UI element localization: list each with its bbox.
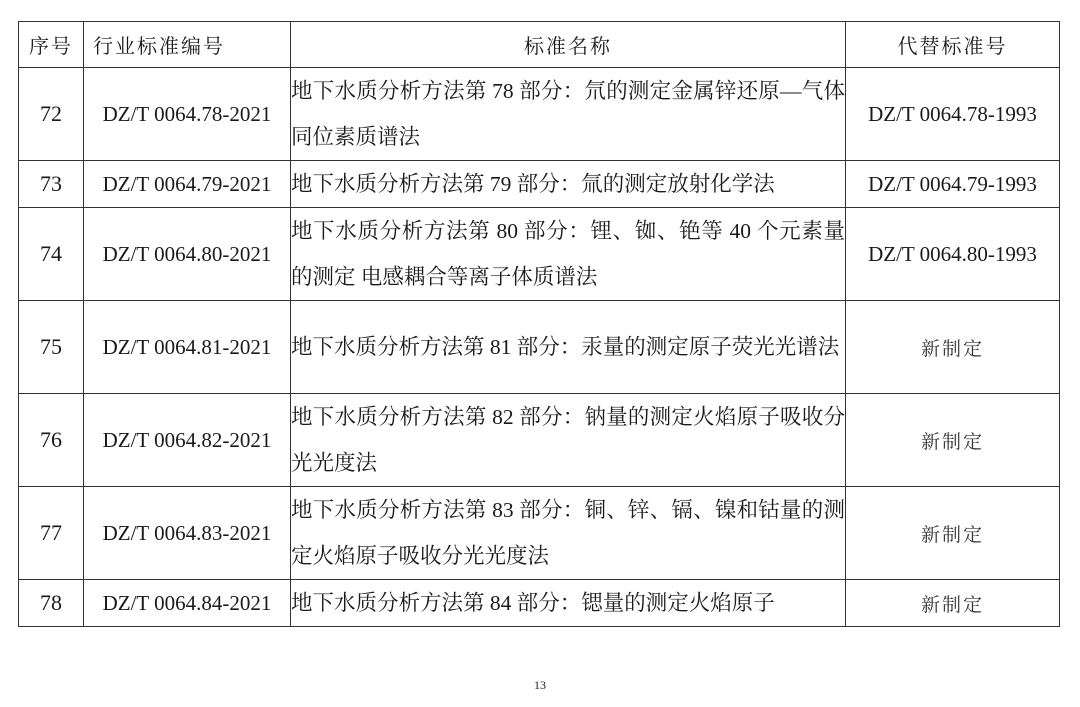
row-number: 72 bbox=[19, 68, 84, 161]
table-row bbox=[19, 161, 1060, 208]
table-row bbox=[19, 68, 1060, 161]
row-number: 78 bbox=[19, 580, 84, 627]
standard-code: DZ/T 0064.84-2021 bbox=[84, 580, 291, 627]
standard-name: 地下水质分析方法第 79 部分：氚的测定放射化学法 bbox=[291, 161, 846, 208]
table-row bbox=[19, 301, 1060, 394]
replaced-standard: 新制定 bbox=[846, 487, 1060, 580]
replaced-standard: 新制定 bbox=[846, 580, 1060, 627]
header-industry-standard-number: 行业标准编号 bbox=[84, 22, 291, 68]
standard-code: DZ/T 0064.81-2021 bbox=[84, 301, 291, 394]
row-number: 75 bbox=[19, 301, 84, 394]
replaced-standard: 新制定 bbox=[846, 394, 1060, 487]
table-row bbox=[19, 208, 1060, 301]
standard-name: 地下水质分析方法第 80 部分：锂、铷、铯等 40 个元素量的测定 电感耦合等离子体质谱法 bbox=[291, 208, 846, 301]
replaced-standard: DZ/T 0064.78-1993 bbox=[846, 68, 1060, 161]
table-row bbox=[19, 580, 1060, 627]
row-number: 76 bbox=[19, 394, 84, 487]
standard-name: 地下水质分析方法第 81 部分：汞量的测定原子荧光光谱法 bbox=[291, 301, 846, 394]
standard-name: 地下水质分析方法第 82 部分：钠量的测定火焰原子吸收分光光度法 bbox=[291, 394, 846, 487]
row-number: 74 bbox=[19, 208, 84, 301]
standard-code: DZ/T 0064.80-2021 bbox=[84, 208, 291, 301]
standard-code: DZ/T 0064.78-2021 bbox=[84, 68, 291, 161]
replaced-standard: 新制定 bbox=[846, 301, 1060, 394]
table-row bbox=[19, 487, 1060, 580]
row-number: 77 bbox=[19, 487, 84, 580]
standards-table bbox=[18, 21, 1060, 627]
replaced-standard: DZ/T 0064.79-1993 bbox=[846, 161, 1060, 208]
standard-name: 地下水质分析方法第 84 部分：锶量的测定火焰原子 bbox=[291, 580, 846, 627]
header-serial-number: 序号 bbox=[19, 22, 84, 68]
standard-name: 地下水质分析方法第 78 部分：氘的测定金属锌还原—气体同位素质谱法 bbox=[291, 68, 846, 161]
standard-code: DZ/T 0064.83-2021 bbox=[84, 487, 291, 580]
header-replaced-standard: 代替标准号 bbox=[846, 22, 1060, 68]
standard-name: 地下水质分析方法第 83 部分：铜、锌、镉、镍和钴量的测定火焰原子吸收分光光度法 bbox=[291, 487, 846, 580]
table-header-row bbox=[19, 22, 1060, 68]
row-number: 73 bbox=[19, 161, 84, 208]
replaced-standard: DZ/T 0064.80-1993 bbox=[846, 208, 1060, 301]
table-row bbox=[19, 394, 1060, 487]
page-number: 13 bbox=[534, 678, 546, 692]
standard-code: DZ/T 0064.82-2021 bbox=[84, 394, 291, 487]
header-standard-name: 标准名称 bbox=[291, 22, 846, 68]
standard-code: DZ/T 0064.79-2021 bbox=[84, 161, 291, 208]
